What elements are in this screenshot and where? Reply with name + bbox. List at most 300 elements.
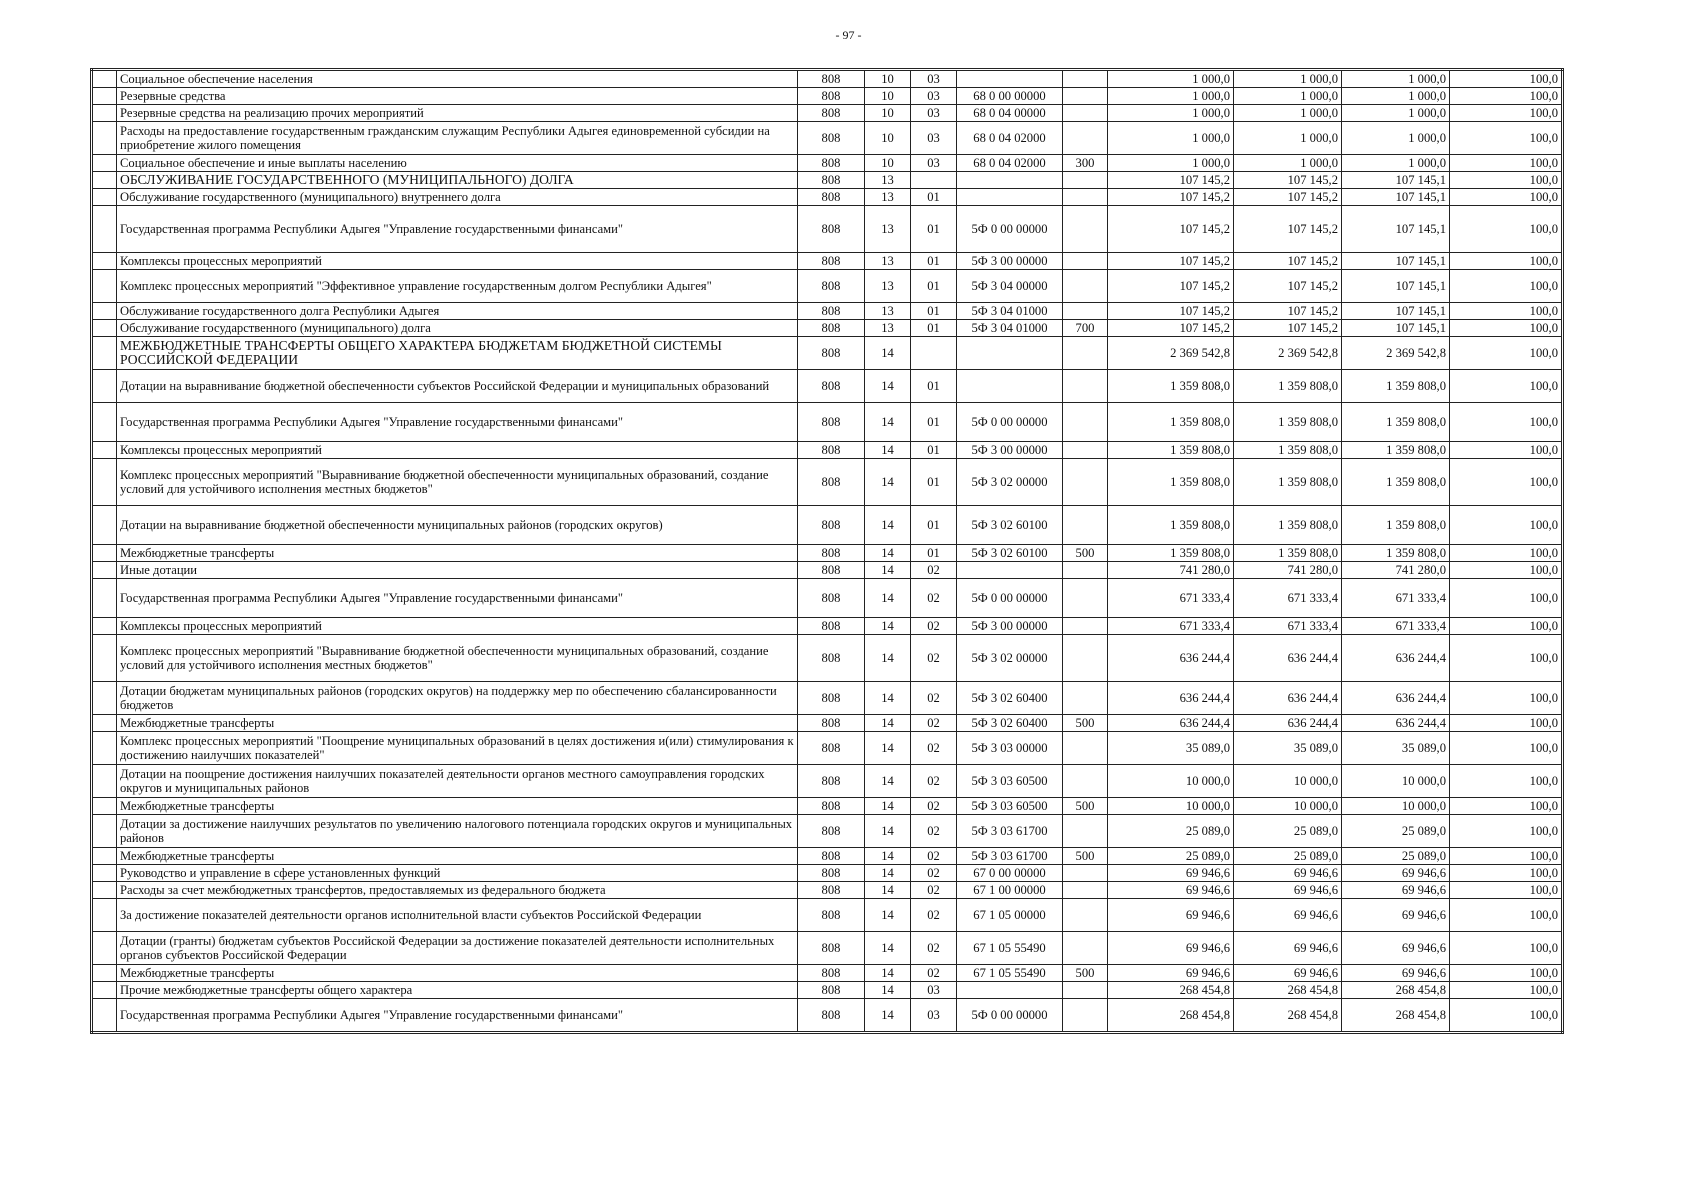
row-percent-executed: 100,0 [1450, 865, 1563, 882]
row-sum-approved: 107 145,2 [1108, 253, 1234, 270]
row-sum-refined: 10 000,0 [1234, 798, 1342, 815]
row-target-article: 5Ф 3 03 60500 [957, 798, 1063, 815]
row-sum-refined: 107 145,2 [1234, 206, 1342, 253]
row-sum-approved: 1 359 808,0 [1108, 506, 1234, 545]
row-sum-executed: 69 946,6 [1342, 965, 1450, 982]
row-sum-refined: 107 145,2 [1234, 270, 1342, 303]
row-ved-code: 808 [798, 635, 865, 682]
row-gutter [92, 172, 117, 189]
row-percent-executed: 100,0 [1450, 545, 1563, 562]
row-section-code: 14 [865, 370, 911, 403]
row-sum-approved: 35 089,0 [1108, 732, 1234, 765]
row-target-article: 5Ф 3 02 00000 [957, 459, 1063, 506]
row-gutter [92, 848, 117, 865]
budget-table-body [92, 70, 1563, 1033]
row-gutter [92, 579, 117, 618]
row-section-code: 14 [865, 765, 911, 798]
row-sum-executed: 69 946,6 [1342, 882, 1450, 899]
row-gutter [92, 506, 117, 545]
row-sum-refined: 671 333,4 [1234, 579, 1342, 618]
row-target-article: 68 0 04 02000 [957, 155, 1063, 172]
row-sum-approved: 10 000,0 [1108, 798, 1234, 815]
row-target-article: 5Ф 3 03 60500 [957, 765, 1063, 798]
row-ved-code: 808 [798, 545, 865, 562]
row-ved-code: 808 [798, 882, 865, 899]
row-name: Межбюджетные трансферты [117, 715, 798, 732]
table-row [92, 545, 1563, 562]
table-row [92, 815, 1563, 848]
row-sum-approved: 1 359 808,0 [1108, 459, 1234, 506]
table-row [92, 206, 1563, 253]
row-sum-refined: 25 089,0 [1234, 848, 1342, 865]
row-sum-approved: 1 000,0 [1108, 70, 1234, 88]
row-name: Дотации на поощрение достижения наилучших показателей деятельности органов местного самоуправления городских округов и муниципальных районов [117, 765, 798, 798]
row-sum-approved: 741 280,0 [1108, 562, 1234, 579]
row-sum-executed: 1 000,0 [1342, 88, 1450, 105]
row-percent-executed: 100,0 [1450, 403, 1563, 442]
row-target-article [957, 337, 1063, 370]
row-name: Дотации бюджетам муниципальных районов (городских округов) на поддержку мер по обеспечению сбалансированности бюджетов [117, 682, 798, 715]
row-ved-code: 808 [798, 320, 865, 337]
row-name: Социальное обеспечение населения [117, 70, 798, 88]
table-row [92, 122, 1563, 155]
row-sum-refined: 1 000,0 [1234, 70, 1342, 88]
row-percent-executed: 100,0 [1450, 848, 1563, 865]
row-expense-type [1063, 459, 1108, 506]
row-percent-executed: 100,0 [1450, 88, 1563, 105]
row-expense-type [1063, 579, 1108, 618]
row-target-article: 5Ф 3 03 00000 [957, 732, 1063, 765]
table-row [92, 270, 1563, 303]
row-sum-executed: 69 946,6 [1342, 899, 1450, 932]
row-target-article: 5Ф 3 02 00000 [957, 635, 1063, 682]
row-expense-type [1063, 899, 1108, 932]
row-sum-executed: 268 454,8 [1342, 999, 1450, 1033]
row-sum-refined: 69 946,6 [1234, 899, 1342, 932]
row-subsection-code: 03 [911, 105, 957, 122]
row-percent-executed: 100,0 [1450, 303, 1563, 320]
row-target-article: 5Ф 3 02 60100 [957, 506, 1063, 545]
row-name: Резервные средства на реализацию прочих мероприятий [117, 105, 798, 122]
row-subsection-code: 02 [911, 848, 957, 865]
row-sum-approved: 107 145,2 [1108, 303, 1234, 320]
row-ved-code: 808 [798, 337, 865, 370]
row-sum-refined: 1 000,0 [1234, 105, 1342, 122]
row-subsection-code: 01 [911, 506, 957, 545]
row-section-code: 10 [865, 70, 911, 88]
row-sum-executed: 1 359 808,0 [1342, 459, 1450, 506]
row-expense-type [1063, 815, 1108, 848]
table-row [92, 932, 1563, 965]
row-sum-refined: 1 359 808,0 [1234, 370, 1342, 403]
row-sum-refined: 636 244,4 [1234, 635, 1342, 682]
row-name: Государственная программа Республики Адыгея "Управление государственными финансами" [117, 999, 798, 1033]
row-subsection-code [911, 172, 957, 189]
row-subsection-code [911, 337, 957, 370]
row-name: Комплексы процессных мероприятий [117, 442, 798, 459]
table-row [92, 253, 1563, 270]
row-percent-executed: 100,0 [1450, 882, 1563, 899]
row-subsection-code: 03 [911, 982, 957, 999]
row-gutter [92, 999, 117, 1033]
row-expense-type: 700 [1063, 320, 1108, 337]
table-row [92, 999, 1563, 1033]
row-gutter [92, 320, 117, 337]
row-ved-code: 808 [798, 442, 865, 459]
row-target-article: 67 1 05 55490 [957, 965, 1063, 982]
row-sum-executed: 107 145,1 [1342, 189, 1450, 206]
table-row [92, 172, 1563, 189]
row-expense-type: 300 [1063, 155, 1108, 172]
row-section-code: 14 [865, 442, 911, 459]
row-ved-code: 808 [798, 206, 865, 253]
row-expense-type [1063, 635, 1108, 682]
row-subsection-code: 01 [911, 403, 957, 442]
row-sum-executed: 1 000,0 [1342, 70, 1450, 88]
row-gutter [92, 865, 117, 882]
row-name: Дотации (гранты) бюджетам субъектов Российской Федерации за достижение показателей деятельности исполнительных органов субъектов Российской Федерации [117, 932, 798, 965]
row-percent-executed: 100,0 [1450, 798, 1563, 815]
row-target-article [957, 370, 1063, 403]
row-subsection-code: 03 [911, 155, 957, 172]
row-sum-refined: 107 145,2 [1234, 172, 1342, 189]
row-name: Межбюджетные трансферты [117, 848, 798, 865]
row-section-code: 13 [865, 206, 911, 253]
row-ved-code: 808 [798, 999, 865, 1033]
row-expense-type [1063, 442, 1108, 459]
row-expense-type: 500 [1063, 545, 1108, 562]
row-sum-executed: 1 359 808,0 [1342, 506, 1450, 545]
row-gutter [92, 189, 117, 206]
table-row [92, 798, 1563, 815]
row-expense-type [1063, 765, 1108, 798]
row-expense-type: 500 [1063, 798, 1108, 815]
row-subsection-code: 02 [911, 899, 957, 932]
row-percent-executed: 100,0 [1450, 999, 1563, 1033]
table-row [92, 865, 1563, 882]
row-percent-executed: 100,0 [1450, 562, 1563, 579]
row-expense-type [1063, 682, 1108, 715]
row-sum-executed: 1 359 808,0 [1342, 442, 1450, 459]
row-sum-executed: 636 244,4 [1342, 715, 1450, 732]
row-percent-executed: 100,0 [1450, 635, 1563, 682]
row-name: Обслуживание государственного (муниципального) долга [117, 320, 798, 337]
row-sum-approved: 107 145,2 [1108, 172, 1234, 189]
row-gutter [92, 459, 117, 506]
row-section-code: 13 [865, 320, 911, 337]
row-sum-executed: 10 000,0 [1342, 765, 1450, 798]
row-sum-executed: 636 244,4 [1342, 635, 1450, 682]
row-expense-type: 500 [1063, 715, 1108, 732]
row-gutter [92, 88, 117, 105]
row-sum-executed: 1 359 808,0 [1342, 545, 1450, 562]
row-section-code: 14 [865, 815, 911, 848]
row-target-article: 5Ф 3 03 61700 [957, 848, 1063, 865]
table-row [92, 579, 1563, 618]
row-sum-approved: 1 359 808,0 [1108, 370, 1234, 403]
row-ved-code: 808 [798, 253, 865, 270]
row-percent-executed: 100,0 [1450, 732, 1563, 765]
row-percent-executed: 100,0 [1450, 337, 1563, 370]
row-sum-approved: 1 000,0 [1108, 122, 1234, 155]
row-subsection-code: 03 [911, 70, 957, 88]
row-gutter [92, 882, 117, 899]
table-row [92, 303, 1563, 320]
row-sum-approved: 107 145,2 [1108, 270, 1234, 303]
row-ved-code: 808 [798, 459, 865, 506]
row-gutter [92, 982, 117, 999]
row-section-code: 14 [865, 982, 911, 999]
row-target-article [957, 70, 1063, 88]
row-sum-refined: 69 946,6 [1234, 882, 1342, 899]
row-sum-refined: 1 359 808,0 [1234, 545, 1342, 562]
row-name: Государственная программа Республики Адыгея "Управление государственными финансами" [117, 403, 798, 442]
row-percent-executed: 100,0 [1450, 715, 1563, 732]
row-gutter [92, 122, 117, 155]
row-expense-type [1063, 618, 1108, 635]
row-gutter [92, 932, 117, 965]
row-subsection-code: 02 [911, 618, 957, 635]
row-subsection-code: 01 [911, 206, 957, 253]
row-gutter [92, 303, 117, 320]
row-ved-code: 808 [798, 715, 865, 732]
row-sum-executed: 1 000,0 [1342, 122, 1450, 155]
row-name: Иные дотации [117, 562, 798, 579]
row-ved-code: 808 [798, 965, 865, 982]
row-ved-code: 808 [798, 848, 865, 865]
row-gutter [92, 765, 117, 798]
row-percent-executed: 100,0 [1450, 105, 1563, 122]
row-name: За достижение показателей деятельности органов исполнительной власти субъектов Российской Федерации [117, 899, 798, 932]
row-sum-refined: 636 244,4 [1234, 682, 1342, 715]
row-section-code: 14 [865, 715, 911, 732]
row-sum-approved: 1 000,0 [1108, 88, 1234, 105]
row-target-article: 5Ф 3 02 60400 [957, 682, 1063, 715]
row-sum-executed: 107 145,1 [1342, 303, 1450, 320]
row-target-article: 67 1 05 00000 [957, 899, 1063, 932]
row-ved-code: 808 [798, 122, 865, 155]
table-row [92, 442, 1563, 459]
table-row [92, 403, 1563, 442]
row-target-article: 67 1 05 55490 [957, 932, 1063, 965]
row-ved-code: 808 [798, 732, 865, 765]
row-sum-executed: 2 369 542,8 [1342, 337, 1450, 370]
row-gutter [92, 545, 117, 562]
row-section-code: 13 [865, 303, 911, 320]
row-ved-code: 808 [798, 88, 865, 105]
row-name: Государственная программа Республики Адыгея "Управление государственными финансами" [117, 579, 798, 618]
row-section-code: 14 [865, 865, 911, 882]
row-sum-executed: 107 145,1 [1342, 206, 1450, 253]
row-gutter [92, 253, 117, 270]
row-percent-executed: 100,0 [1450, 965, 1563, 982]
row-expense-type [1063, 337, 1108, 370]
table-row [92, 765, 1563, 798]
row-gutter [92, 562, 117, 579]
row-subsection-code: 01 [911, 253, 957, 270]
row-ved-code: 808 [798, 682, 865, 715]
row-section-code: 14 [865, 848, 911, 865]
row-sum-executed: 107 145,1 [1342, 253, 1450, 270]
row-name: Комплекс процессных мероприятий "Эффективное управление государственным долгом Республики Адыгея" [117, 270, 798, 303]
row-section-code: 14 [865, 545, 911, 562]
row-sum-approved: 2 369 542,8 [1108, 337, 1234, 370]
row-target-article: 68 0 00 00000 [957, 88, 1063, 105]
row-gutter [92, 899, 117, 932]
row-target-article: 5Ф 3 00 00000 [957, 618, 1063, 635]
row-section-code: 10 [865, 155, 911, 172]
row-sum-refined: 107 145,2 [1234, 189, 1342, 206]
row-subsection-code: 02 [911, 765, 957, 798]
row-sum-executed: 741 280,0 [1342, 562, 1450, 579]
row-gutter [92, 965, 117, 982]
row-percent-executed: 100,0 [1450, 270, 1563, 303]
row-target-article: 5Ф 0 00 00000 [957, 999, 1063, 1033]
row-percent-executed: 100,0 [1450, 459, 1563, 506]
row-name: Прочие межбюджетные трансферты общего характера [117, 982, 798, 999]
row-percent-executed: 100,0 [1450, 370, 1563, 403]
row-sum-refined: 1 359 808,0 [1234, 442, 1342, 459]
table-row [92, 337, 1563, 370]
row-sum-executed: 671 333,4 [1342, 579, 1450, 618]
row-name: Обслуживание государственного (муниципального) внутреннего долга [117, 189, 798, 206]
row-sum-approved: 69 946,6 [1108, 932, 1234, 965]
row-target-article: 5Ф 3 00 00000 [957, 253, 1063, 270]
row-sum-refined: 107 145,2 [1234, 320, 1342, 337]
row-ved-code: 808 [798, 562, 865, 579]
row-sum-refined: 671 333,4 [1234, 618, 1342, 635]
row-name: Обслуживание государственного долга Республики Адыгея [117, 303, 798, 320]
table-row [92, 882, 1563, 899]
row-target-article: 5Ф 0 00 00000 [957, 579, 1063, 618]
row-sum-approved: 1 000,0 [1108, 105, 1234, 122]
row-sum-approved: 107 145,2 [1108, 320, 1234, 337]
row-name: Комплексы процессных мероприятий [117, 618, 798, 635]
row-sum-approved: 268 454,8 [1108, 982, 1234, 999]
row-ved-code: 808 [798, 403, 865, 442]
row-sum-approved: 1 000,0 [1108, 155, 1234, 172]
row-ved-code: 808 [798, 303, 865, 320]
row-subsection-code: 02 [911, 815, 957, 848]
table-row [92, 965, 1563, 982]
row-expense-type [1063, 253, 1108, 270]
row-percent-executed: 100,0 [1450, 70, 1563, 88]
row-sum-refined: 69 946,6 [1234, 932, 1342, 965]
row-sum-approved: 107 145,2 [1108, 189, 1234, 206]
row-expense-type [1063, 105, 1108, 122]
row-section-code: 14 [865, 965, 911, 982]
row-percent-executed: 100,0 [1450, 618, 1563, 635]
row-gutter [92, 798, 117, 815]
row-expense-type [1063, 882, 1108, 899]
row-section-code: 14 [865, 682, 911, 715]
row-ved-code: 808 [798, 370, 865, 403]
row-sum-executed: 636 244,4 [1342, 682, 1450, 715]
row-sum-executed: 671 333,4 [1342, 618, 1450, 635]
row-gutter [92, 682, 117, 715]
row-target-article: 5Ф 3 00 00000 [957, 442, 1063, 459]
row-sum-refined: 1 000,0 [1234, 88, 1342, 105]
row-gutter [92, 732, 117, 765]
row-ved-code: 808 [798, 506, 865, 545]
row-gutter [92, 815, 117, 848]
row-gutter [92, 206, 117, 253]
row-expense-type: 500 [1063, 848, 1108, 865]
row-expense-type [1063, 189, 1108, 206]
row-percent-executed: 100,0 [1450, 982, 1563, 999]
row-section-code: 13 [865, 270, 911, 303]
row-sum-refined: 69 946,6 [1234, 865, 1342, 882]
row-percent-executed: 100,0 [1450, 815, 1563, 848]
row-sum-executed: 1 000,0 [1342, 105, 1450, 122]
row-ved-code: 808 [798, 932, 865, 965]
row-sum-refined: 35 089,0 [1234, 732, 1342, 765]
row-section-code: 14 [865, 562, 911, 579]
row-subsection-code: 03 [911, 122, 957, 155]
row-expense-type [1063, 932, 1108, 965]
row-subsection-code: 02 [911, 932, 957, 965]
row-subsection-code: 02 [911, 882, 957, 899]
row-sum-executed: 1 000,0 [1342, 155, 1450, 172]
row-sum-refined: 268 454,8 [1234, 999, 1342, 1033]
row-subsection-code: 01 [911, 370, 957, 403]
row-subsection-code: 01 [911, 270, 957, 303]
table-row [92, 635, 1563, 682]
row-ved-code: 808 [798, 105, 865, 122]
row-sum-refined: 1 359 808,0 [1234, 459, 1342, 506]
row-sum-approved: 69 946,6 [1108, 882, 1234, 899]
row-expense-type [1063, 303, 1108, 320]
row-sum-approved: 107 145,2 [1108, 206, 1234, 253]
row-subsection-code: 02 [911, 865, 957, 882]
row-sum-executed: 25 089,0 [1342, 848, 1450, 865]
row-sum-executed: 1 359 808,0 [1342, 403, 1450, 442]
row-ved-code: 808 [798, 899, 865, 932]
row-name: Руководство и управление в сфере установленных функций [117, 865, 798, 882]
row-target-article: 5Ф 3 04 01000 [957, 320, 1063, 337]
row-subsection-code: 01 [911, 189, 957, 206]
row-ved-code: 808 [798, 70, 865, 88]
row-expense-type [1063, 403, 1108, 442]
row-sum-approved: 671 333,4 [1108, 579, 1234, 618]
row-sum-refined: 2 369 542,8 [1234, 337, 1342, 370]
row-percent-executed: 100,0 [1450, 122, 1563, 155]
table-row [92, 982, 1563, 999]
table-row [92, 320, 1563, 337]
table-row [92, 155, 1563, 172]
row-name: Дотации на выравнивание бюджетной обеспеченности субъектов Российской Федерации и муниципальных образований [117, 370, 798, 403]
row-target-article: 67 0 00 00000 [957, 865, 1063, 882]
row-ved-code: 808 [798, 172, 865, 189]
row-section-code: 13 [865, 253, 911, 270]
row-name: Межбюджетные трансферты [117, 965, 798, 982]
row-gutter [92, 270, 117, 303]
row-section-code: 14 [865, 899, 911, 932]
row-sum-refined: 268 454,8 [1234, 982, 1342, 999]
page-number: - 97 - [835, 28, 862, 42]
budget-table-sheet [90, 68, 1561, 1034]
row-target-article [957, 982, 1063, 999]
row-expense-type [1063, 88, 1108, 105]
row-section-code: 14 [865, 403, 911, 442]
row-expense-type [1063, 70, 1108, 88]
row-name: Межбюджетные трансферты [117, 545, 798, 562]
row-percent-executed: 100,0 [1450, 932, 1563, 965]
row-section-code: 14 [865, 506, 911, 545]
row-sum-executed: 69 946,6 [1342, 865, 1450, 882]
row-gutter [92, 370, 117, 403]
row-section-code: 10 [865, 122, 911, 155]
